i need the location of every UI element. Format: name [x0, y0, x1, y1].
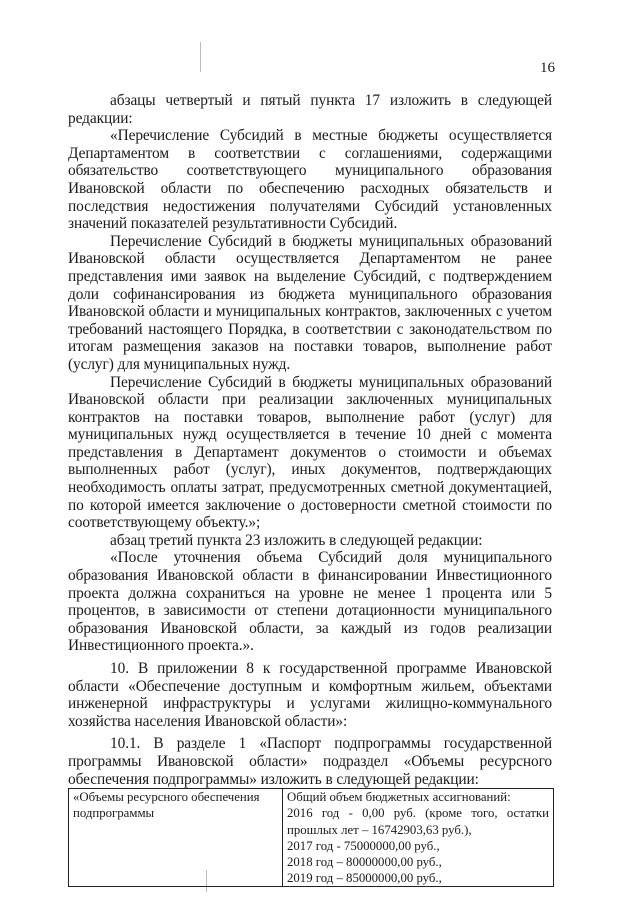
- table-row: [69, 789, 554, 887]
- document-body: [68, 92, 552, 887]
- budget-year-2018: 2018 год – 80000000,00 руб.,: [287, 854, 442, 869]
- paragraph-appendix-8: 10. В приложении 8 к государственной программе Ивановской области «Обеспечение доступным и комфортным жильем, объектами инженерной инфраструктуры и услугами жилищно-коммунального хозяйства населения Ивановской области»:: [68, 660, 552, 730]
- paragraph-subsidy-after-applications: Перечисление Субсидий в бюджеты муниципальных образований Ивановской области осуществляется Департаментом не ранее представления ими заявок на выделение Субсидий, с подтверждением доли софинансирования из бюджета муниципального образования Ивановской области и муниципальных контрактов, заключенных с учетом требований настоящего Порядка, в соответствии с законодательством по итогам размещения заказов на поставки товаров, выполнение работ (услуг) для муниципальных нужд.: [68, 232, 552, 373]
- resource-table: [68, 788, 554, 887]
- paragraph-cofinancing-share: «После уточнения объема Субсидий доля муниципального образования Ивановской области в финансировании Инвестиционного проекта должна сохраниться на уровне не менее 1 процента или 5 процентов, в зависимости от степени дотационности муниципального образования Ивановской области, за каждый из годов реализации Инвестиционного проекта.».: [68, 549, 552, 655]
- page-number: 16: [540, 60, 555, 76]
- paragraph-amend-p17: абзацы четвертый и пятый пункта 17 изложить в следующей редакции:: [68, 92, 552, 127]
- budget-year-2019: 2019 год – 85000000,00 руб.,: [287, 871, 442, 886]
- paragraph-subsidy-10-days: Перечисление Субсидий в бюджеты муниципальных образований Ивановской области при реализации заключенных муниципальных контрактов на поставки товаров, выполнение работ (услуг) для муниципальных нужд осуществляется в течение 10 дней с момента представления в Департамент документов о стоимости и объемах выполненных работ (услуг), иных документов, подтверждающих необходимость оплаты затрат, предусмотренных сметной документацией, по которой имеется заключение о достоверности сметной стоимости по соответствующему объекту.»;: [68, 373, 552, 532]
- paragraph-quote-subsidy-local: «Перечисление Субсидий в местные бюджеты осуществляется Департаментом в соответствии с соглашениями, содержащими обязательство соответствующего муниципального образования Ивановской области по обеспечению расходных обязательств и последствия недостижения получателями Субсидий установленных значений показателей результативности Субсидий.: [68, 127, 552, 233]
- budget-total-line: Общий объем бюджетных ассигнований:: [287, 790, 511, 805]
- budget-year-2016: 2016 год - 0,00 руб. (кроме того, остатки прошлых лет – 16742903,63 руб.),: [287, 806, 549, 837]
- table-value-cell: [283, 789, 554, 887]
- scan-artifact-line: [200, 42, 201, 72]
- paragraph-section-1: 10.1. В разделе 1 «Паспорт подпрограммы государственной программы Ивановской области» подраздел «Объемы ресурсного обеспечения подпрограммы» изложить в следующей редакции:: [68, 735, 552, 788]
- table-label-cell: «Объемы ресурсного обеспечения подпрограммы: [69, 789, 283, 887]
- budget-year-2017: 2017 год - 75000000,00 руб.,: [287, 838, 440, 853]
- paragraph-amend-p23: абзац третий пункта 23 изложить в следующей редакции:: [110, 531, 483, 549]
